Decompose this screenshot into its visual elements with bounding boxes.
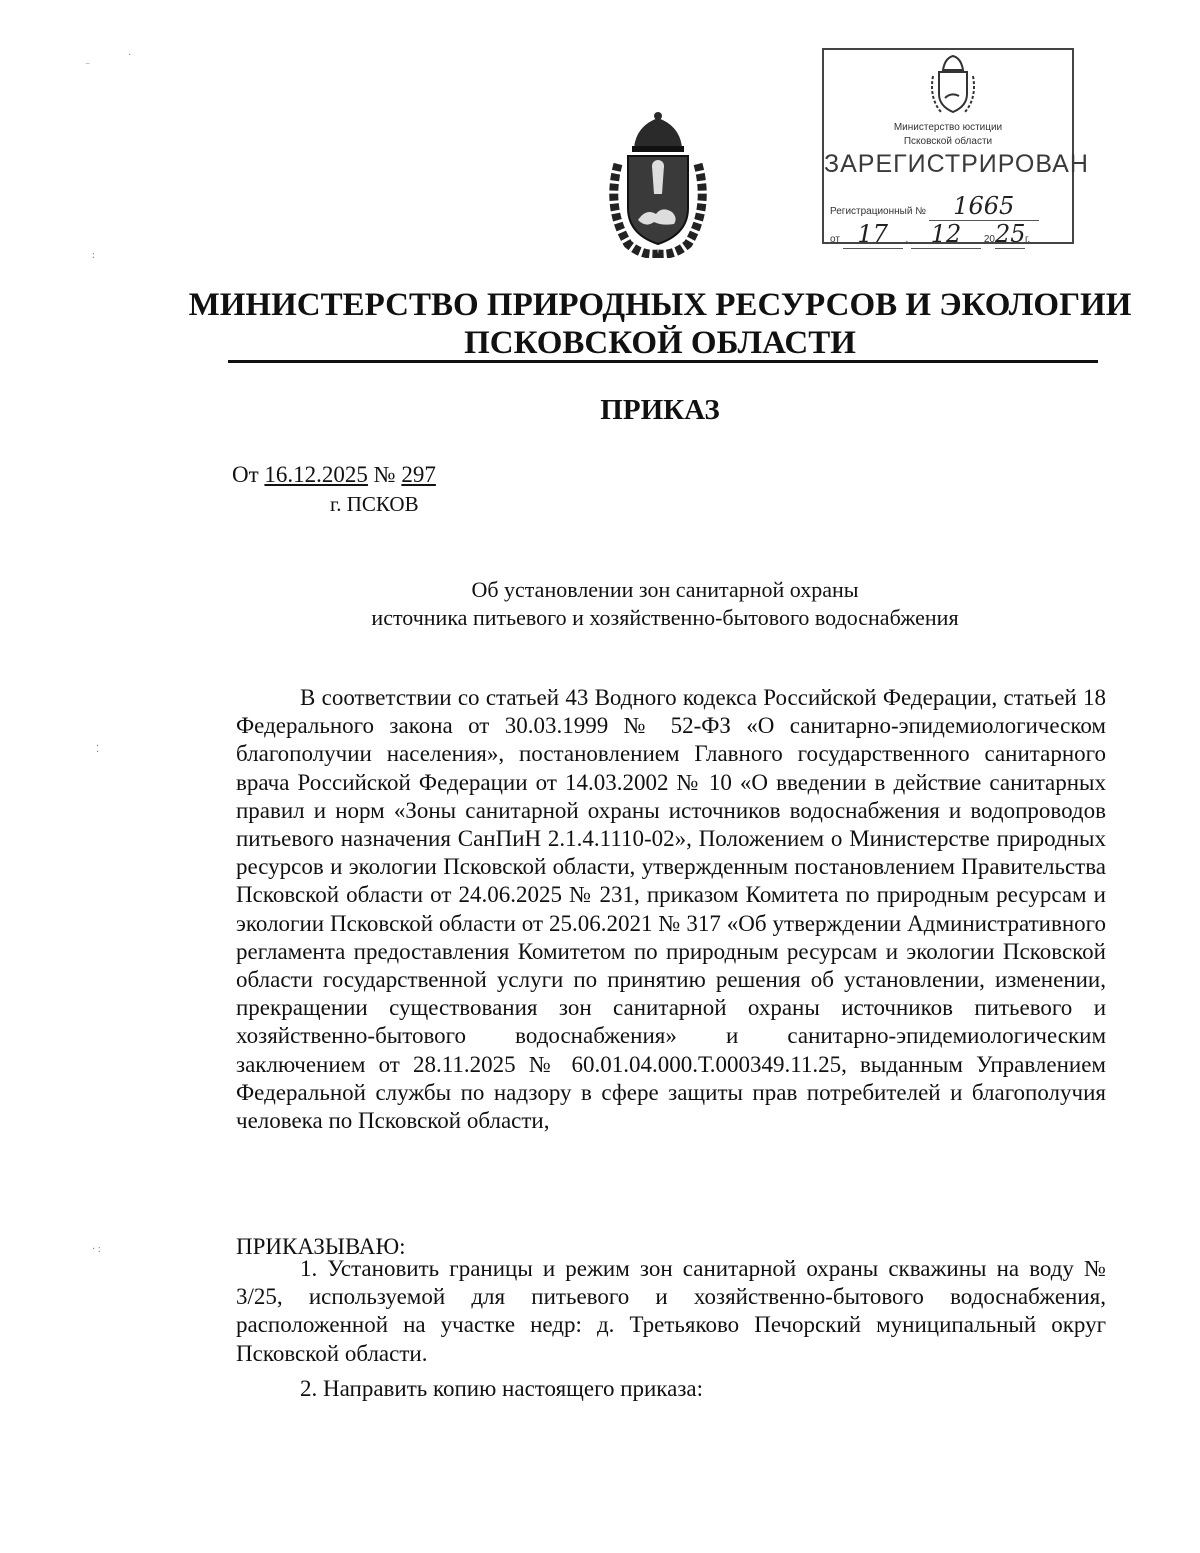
stamp-reg-number-label: Регистрационный № bbox=[830, 206, 926, 217]
order-word: ПРИКАЗЫВАЮ: bbox=[236, 1234, 406, 1259]
stamp-reg-number-row bbox=[830, 192, 1066, 221]
number-sign: № bbox=[373, 462, 396, 487]
stamp-authority-region: Псковской области bbox=[903, 136, 993, 147]
order-item-2: 2. Направить копию настоящего приказа: bbox=[300, 1376, 704, 1401]
stamp-status: ЗАРЕГИСТРИРОВАН bbox=[824, 150, 1089, 178]
order-item-1: 1. Установить границы и режим зон санитарной охраны скважины на воду № 3/25, используемой для питьевого и хозяйственно-бытового водоснабжения, расположенной на участке недр: д. Третьяково Печорский муниципальный округ Псковской области. bbox=[236, 1256, 1106, 1366]
document-number: 297 bbox=[401, 462, 436, 487]
stamp-date-day: 17 bbox=[843, 220, 903, 249]
ministry-name-line2: ПСКОВСКОЙ ОБЛАСТИ bbox=[464, 325, 856, 361]
preamble-paragraph: В соответствии со статьей 43 Водного кодекса Российской Федерации, статьей 18 Федерального закона от 30.03.1999 № 52-ФЗ «О санитарно-эпидемиологическом благополучии населения», постановлением Главного государственного санитарного врача Российской Федерации от 14.03.2002 № 10 «О введении в действие санитарных правил и норм «Зоны санитарной охраны источников водоснабжения и водопроводов питьевого назначения СанПиН 2.1.4.1110-02», Положением о Министерстве природных ресурсов и экологии Псковской области, утвержденным постановлением Правительства Псковской области от 24.06.2025 № 231, приказом Комитета по природным ресурсам и экологии Псковской области от 25.06.2021 № 317 «Об утверждении Административного регламента предоставления Комитетом по природным ресурсам и экологии Псковской области государственной услуги по принятию решения об установлении, изменении, прекращении существования зон санитарной охраны источников питьевого и хозяйственно-бытового водоснабжения» и санитарно-эпидемиологическим заключением от 28.11.2025 № 60.01.04.000.Т.000349.11.25, выданным Управлением Федеральной службы по надзору в сфере защиты прав потребителей и благополучия человека по Псковской области, bbox=[236, 685, 1106, 1134]
scan-speck: · : bbox=[92, 1244, 101, 1255]
coat-of-arms-icon bbox=[598, 108, 718, 258]
scan-speck: · bbox=[128, 50, 132, 61]
document-title: ПРИКАЗ bbox=[600, 394, 720, 426]
stamp-year-end: г. bbox=[1024, 234, 1031, 245]
scan-speck: ‾ bbox=[86, 64, 90, 75]
registration-stamp bbox=[822, 48, 1089, 248]
stamp-date-month: 12 bbox=[911, 220, 981, 249]
stamp-year-suffix: 25 bbox=[994, 220, 1026, 248]
subject-line1: Об установлении зон санитарной охраны bbox=[471, 577, 859, 602]
stamp-authority: Министерство юстиции bbox=[893, 122, 1003, 133]
stamp-date-row: от 17 . 12 2025г. bbox=[830, 220, 1031, 248]
document-city: г. ПСКОВ bbox=[330, 492, 419, 516]
stamp-reg-number: 1665 bbox=[929, 192, 1039, 221]
date-prefix: От bbox=[232, 462, 259, 487]
stamp-date-prefix: от bbox=[830, 234, 840, 245]
header-divider bbox=[228, 360, 1098, 363]
subject-line2: источника питьевого и хозяйственно-бытового водоснабжения bbox=[371, 605, 959, 630]
document-date-number bbox=[232, 462, 436, 488]
document-date: 16.12.2025 bbox=[264, 462, 368, 487]
stamp-emblem-icon bbox=[929, 54, 977, 116]
stamp-year-prefix: 20 bbox=[983, 234, 995, 245]
scan-speck: ⁚ bbox=[96, 744, 100, 755]
scan-speck: : bbox=[92, 250, 95, 261]
ministry-name-line1: МИНИСТЕРСТВО ПРИРОДНЫХ РЕСУРСОВ И ЭКОЛОГИИ bbox=[188, 287, 1132, 323]
